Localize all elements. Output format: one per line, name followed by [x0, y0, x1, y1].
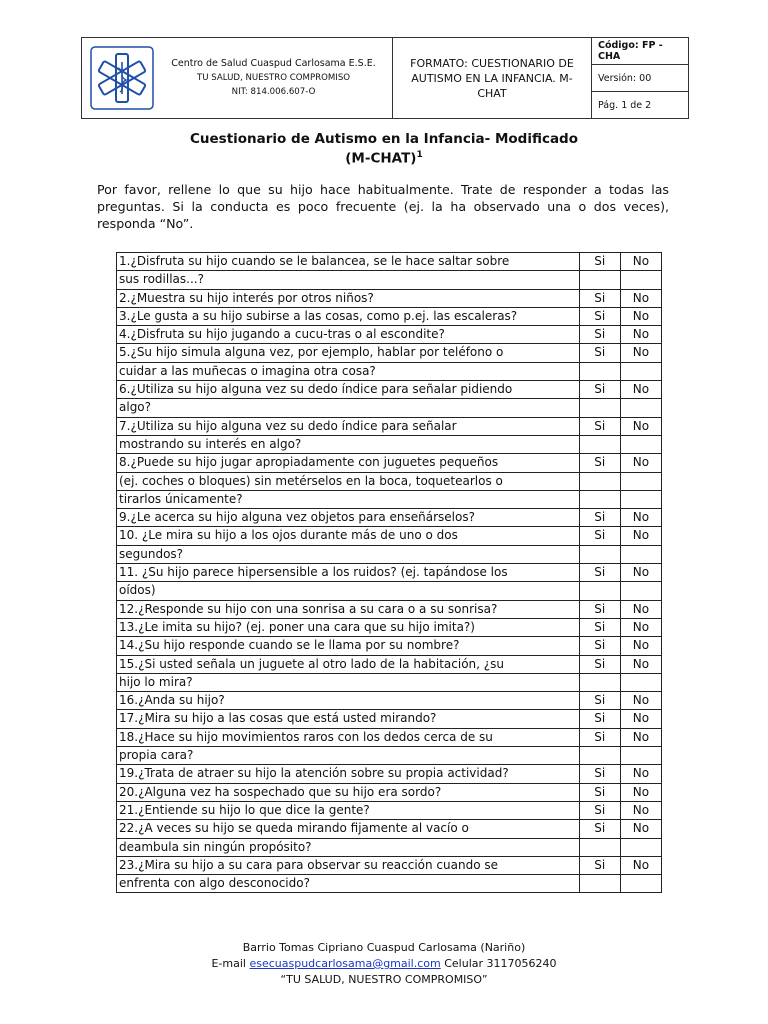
answer-no-cell[interactable]: No	[620, 381, 661, 399]
answer-no-cell-empty[interactable]	[620, 472, 661, 490]
questionnaire-body	[117, 253, 662, 893]
answer-yes-cell[interactable]: Si	[579, 454, 620, 472]
answer-yes-cell[interactable]: Si	[579, 253, 620, 271]
question-text: 19.¿Trata de atraer su hijo la atención sobre su propia actividad?	[117, 765, 580, 783]
footer-contact	[0, 956, 768, 972]
answer-yes-cell[interactable]: Si	[579, 710, 620, 728]
questionnaire-table	[116, 252, 662, 893]
answer-no-cell[interactable]: No	[620, 417, 661, 435]
answer-no-cell[interactable]: No	[620, 527, 661, 545]
question-text: 21.¿Entiende su hijo lo que dice la gente?	[117, 801, 580, 819]
institution-text	[155, 57, 392, 99]
question-text: 23.¿Mira su hijo a su cara para observar su reacción cuando se	[117, 856, 580, 874]
answer-yes-cell[interactable]: Si	[579, 381, 620, 399]
page-title	[0, 131, 768, 167]
question-text: 7.¿Utiliza su hijo alguna vez su dedo índice para señalar	[117, 417, 580, 435]
answer-no-cell[interactable]: No	[620, 509, 661, 527]
answer-no-cell-empty[interactable]	[620, 747, 661, 765]
answer-no-cell[interactable]: No	[620, 344, 661, 362]
question-row	[117, 253, 662, 271]
question-row	[117, 856, 662, 874]
answer-yes-cell-empty[interactable]	[579, 673, 620, 691]
question-row	[117, 710, 662, 728]
question-text: propia cara?	[117, 747, 580, 765]
question-text: deambula sin ningún propósito?	[117, 838, 580, 856]
footer-email-prefix: E-mail	[211, 957, 246, 970]
answer-no-cell-empty[interactable]	[620, 490, 661, 508]
question-row-continuation	[117, 362, 662, 380]
answer-no-cell-empty[interactable]	[620, 271, 661, 289]
answer-no-cell[interactable]: No	[620, 637, 661, 655]
question-text: enfrenta con algo desconocido?	[117, 875, 580, 893]
answer-yes-cell[interactable]: Si	[579, 728, 620, 746]
question-text: 15.¿Si usted señala un juguete al otro lado de la habitación, ¿su	[117, 655, 580, 673]
question-text: oídos)	[117, 582, 580, 600]
instructions: Por favor, rellene lo que su hijo hace habitualmente. Trate de responder a todas las preguntas. Si la conducta es poco frecuente (ej. la ha observado una o dos veces), responda “No”.	[97, 182, 669, 231]
question-text: 16.¿Anda su hijo?	[117, 692, 580, 710]
answer-yes-cell[interactable]: Si	[579, 564, 620, 582]
answer-yes-cell-empty[interactable]	[579, 747, 620, 765]
answer-yes-cell[interactable]: Si	[579, 765, 620, 783]
answer-yes-cell[interactable]: Si	[579, 326, 620, 344]
answer-no-cell-empty[interactable]	[620, 545, 661, 563]
document-control	[592, 38, 688, 118]
answer-no-cell[interactable]: No	[620, 454, 661, 472]
document-version: Versión: 00	[592, 65, 688, 92]
question-row-continuation	[117, 838, 662, 856]
answer-no-cell[interactable]: No	[620, 692, 661, 710]
question-row	[117, 801, 662, 819]
question-row	[117, 618, 662, 636]
question-row	[117, 728, 662, 746]
answer-yes-cell[interactable]: Si	[579, 417, 620, 435]
answer-no-cell-empty[interactable]	[620, 838, 661, 856]
question-text: 10. ¿Le mira su hijo a los ojos durante más de uno o dos	[117, 527, 580, 545]
question-row	[117, 326, 662, 344]
question-row-continuation	[117, 472, 662, 490]
question-row	[117, 527, 662, 545]
answer-yes-cell[interactable]: Si	[579, 509, 620, 527]
answer-no-cell-empty[interactable]	[620, 362, 661, 380]
question-text: tirarlos únicamente?	[117, 490, 580, 508]
answer-no-cell-empty[interactable]	[620, 582, 661, 600]
answer-yes-cell-empty[interactable]	[579, 472, 620, 490]
answer-yes-cell-empty[interactable]	[579, 399, 620, 417]
answer-yes-cell[interactable]: Si	[579, 289, 620, 307]
question-row-continuation	[117, 399, 662, 417]
answer-yes-cell[interactable]: Si	[579, 820, 620, 838]
star-of-life-logo-icon	[89, 45, 155, 111]
title-line-2	[0, 147, 768, 167]
title-line-1: Cuestionario de Autismo en la Infancia- Modificado	[189, 131, 578, 147]
answer-yes-cell[interactable]: Si	[579, 618, 620, 636]
question-row	[117, 381, 662, 399]
answer-no-cell[interactable]: No	[620, 326, 661, 344]
question-text: 18.¿Hace su hijo movimientos raros con los dedos cerca de su	[117, 728, 580, 746]
institution-name: Centro de Salud Cuaspud Carlosama E.S.E.	[171, 58, 376, 69]
question-text: 1.¿Disfruta su hijo cuando se le balancea, se le hace saltar sobre	[117, 253, 580, 271]
institution-block	[82, 38, 393, 118]
answer-no-cell[interactable]: No	[620, 710, 661, 728]
answer-no-cell-empty[interactable]	[620, 435, 661, 453]
answer-no-cell[interactable]: No	[620, 618, 661, 636]
answer-no-cell-empty[interactable]	[620, 875, 661, 893]
institution-slogan: TU SALUD, NUESTRO COMPROMISO	[196, 73, 351, 83]
question-row	[117, 783, 662, 801]
question-row	[117, 637, 662, 655]
answer-yes-cell[interactable]: Si	[579, 344, 620, 362]
answer-no-cell[interactable]: No	[620, 253, 661, 271]
answer-yes-cell[interactable]: Si	[579, 692, 620, 710]
answer-no-cell[interactable]: No	[620, 783, 661, 801]
question-text: 9.¿Le acerca su hijo alguna vez objetos para enseñárselos?	[117, 509, 580, 527]
question-text: 14.¿Su hijo responde cuando se le llama por su nombre?	[117, 637, 580, 655]
answer-yes-cell-empty[interactable]	[579, 582, 620, 600]
answer-no-cell[interactable]: No	[620, 856, 661, 874]
question-row	[117, 820, 662, 838]
answer-yes-cell[interactable]: Si	[579, 783, 620, 801]
question-row	[117, 564, 662, 582]
question-text: mostrando su interés en algo?	[117, 435, 580, 453]
document-header	[81, 37, 689, 119]
question-text: sus rodillas...?	[117, 271, 580, 289]
question-text: 4.¿Disfruta su hijo jugando a cucu-tras o al escondite?	[117, 326, 580, 344]
question-row-continuation	[117, 673, 662, 691]
answer-yes-cell-empty[interactable]	[579, 271, 620, 289]
answer-no-cell[interactable]: No	[620, 564, 661, 582]
answer-no-cell[interactable]: No	[620, 655, 661, 673]
answer-yes-cell[interactable]: Si	[579, 600, 620, 618]
question-row-continuation	[117, 271, 662, 289]
question-text: algo?	[117, 399, 580, 417]
title-acronym: (M-CHAT)	[345, 150, 417, 167]
question-row	[117, 509, 662, 527]
answer-no-cell-empty[interactable]	[620, 399, 661, 417]
answer-yes-cell-empty[interactable]	[579, 545, 620, 563]
question-text: 6.¿Utiliza su hijo alguna vez su dedo índice para señalar pidiendo	[117, 381, 580, 399]
question-row-continuation	[117, 582, 662, 600]
answer-yes-cell[interactable]: Si	[579, 801, 620, 819]
question-text: cuidar a las muñecas o imagina otra cosa?	[117, 362, 580, 380]
page-footer	[0, 940, 768, 988]
answer-no-cell[interactable]: No	[620, 307, 661, 325]
footer-slogan: “TU SALUD, NUESTRO COMPROMISO”	[280, 973, 488, 986]
question-text: 17.¿Mira su hijo a las cosas que está usted mirando?	[117, 710, 580, 728]
answer-yes-cell-empty[interactable]	[579, 362, 620, 380]
answer-yes-cell-empty[interactable]	[579, 435, 620, 453]
footer-address: Barrio Tomas Cipriano Cuaspud Carlosama (Nariño)	[242, 941, 526, 954]
format-title: FORMATO: CUESTIONARIO DE AUTISMO EN LA INFANCIA. M-CHAT	[393, 38, 592, 118]
question-row	[117, 454, 662, 472]
question-row	[117, 307, 662, 325]
title-footnote-mark: 1	[416, 150, 423, 160]
question-row	[117, 765, 662, 783]
question-row-continuation	[117, 875, 662, 893]
answer-yes-cell-empty[interactable]	[579, 875, 620, 893]
question-text: 8.¿Puede su hijo jugar apropiadamente con juguetes pequeños	[117, 454, 580, 472]
question-text: (ej. coches o bloques) sin metérselos en la boca, toquetearlos o	[117, 472, 580, 490]
answer-yes-cell-empty[interactable]	[579, 490, 620, 508]
answer-yes-cell[interactable]: Si	[579, 307, 620, 325]
answer-yes-cell[interactable]: Si	[579, 637, 620, 655]
answer-no-cell[interactable]: No	[620, 801, 661, 819]
answer-no-cell[interactable]: No	[620, 728, 661, 746]
answer-no-cell[interactable]: No	[620, 820, 661, 838]
institution-nit: NIT: 814.006.607-O	[231, 87, 316, 97]
answer-yes-cell[interactable]: Si	[579, 527, 620, 545]
page-number: Pág. 1 de 2	[598, 99, 652, 111]
question-text: 22.¿A veces su hijo se queda mirando fijamente al vacío o	[117, 820, 580, 838]
answer-no-cell[interactable]: No	[620, 289, 661, 307]
answer-yes-cell[interactable]: Si	[579, 655, 620, 673]
answer-yes-cell[interactable]: Si	[579, 856, 620, 874]
question-row	[117, 692, 662, 710]
answer-no-cell-empty[interactable]	[620, 673, 661, 691]
question-text: hijo lo mira?	[117, 673, 580, 691]
question-text: 20.¿Alguna vez ha sospechado que su hijo era sordo?	[117, 783, 580, 801]
question-text: segundos?	[117, 545, 580, 563]
question-text: 3.¿Le gusta a su hijo subirse a las cosas, como p.ej. las escaleras?	[117, 307, 580, 325]
question-text: 2.¿Muestra su hijo interés por otros niños?	[117, 289, 580, 307]
question-text: 13.¿Le imita su hijo? (ej. poner una cara que su hijo imita?)	[117, 618, 580, 636]
question-text: 11. ¿Su hijo parece hipersensible a los ruidos? (ej. tapándose los	[117, 564, 580, 582]
footer-email-link[interactable]: esecuaspudcarlosama@gmail.com	[249, 957, 441, 970]
question-row-continuation	[117, 545, 662, 563]
question-row	[117, 600, 662, 618]
question-row-continuation	[117, 490, 662, 508]
answer-no-cell[interactable]: No	[620, 600, 661, 618]
answer-no-cell[interactable]: No	[620, 765, 661, 783]
question-row-continuation	[117, 747, 662, 765]
answer-yes-cell-empty[interactable]	[579, 838, 620, 856]
question-text: 12.¿Responde su hijo con una sonrisa a su cara o a su sonrisa?	[117, 600, 580, 618]
question-row	[117, 417, 662, 435]
document-code: Código: FP - CHA	[592, 38, 688, 65]
question-text: 5.¿Su hijo simula alguna vez, por ejemplo, hablar por teléfono o	[117, 344, 580, 362]
question-row-continuation	[117, 435, 662, 453]
footer-phone: Celular 3117056240	[444, 957, 557, 970]
question-row	[117, 655, 662, 673]
question-row	[117, 289, 662, 307]
question-row	[117, 344, 662, 362]
